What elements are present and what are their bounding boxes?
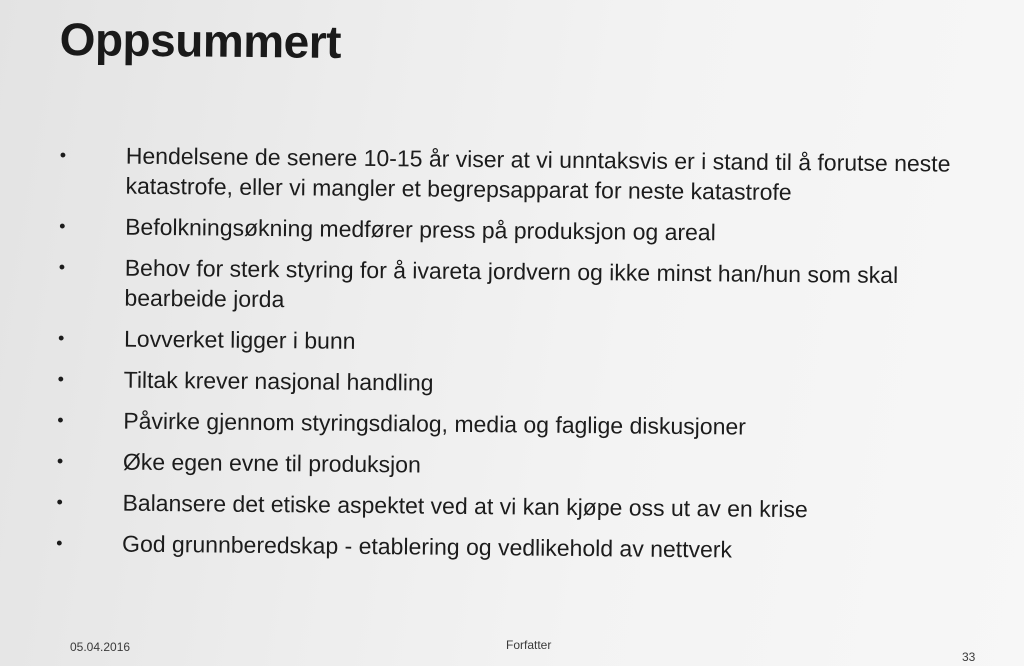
bullet-text: Lovverket ligger i bunn [123, 325, 356, 354]
bullet-icon: • [59, 216, 66, 237]
bullet-text: Balansere det etiske aspektet ved at vi kan kjøpe oss ut av en krise [122, 489, 808, 523]
bullet-text: Hendelsene de senere 10-15 år viser at vi unntaksvis er i stand til å forutse neste katastrofe, eller vi mangler et begrepsapparat for neste katastrofe [125, 142, 951, 206]
bullet-icon: • [56, 533, 63, 554]
bullet-icon: • [57, 369, 65, 390]
bullet-item [54, 528, 974, 567]
bullet-icon: • [58, 328, 65, 349]
slide-title: Oppsummert [59, 12, 342, 68]
bullet-list [54, 140, 978, 578]
bullet-icon: • [59, 145, 67, 166]
bullet-item [55, 405, 975, 444]
bullet-item [57, 211, 977, 250]
bullet-item [56, 364, 976, 403]
bullet-item [57, 140, 978, 209]
footer-author: Forfatter [506, 638, 552, 652]
bullet-text: Behov for sterk styring for å ivareta jordvern og ikke minst han/hun som skal bearbeide jorda [124, 254, 899, 313]
bullet-item [55, 446, 975, 485]
bullet-item [56, 252, 977, 321]
page-number: 33 [962, 650, 976, 664]
bullet-icon: • [57, 410, 64, 431]
bullet-icon: • [56, 451, 64, 472]
bullet-icon: • [56, 492, 63, 513]
bullet-text: Øke egen evne til produksjon [122, 448, 421, 478]
bullet-icon: • [58, 257, 66, 278]
footer-date: 05.04.2016 [70, 640, 131, 654]
bullet-text: Befolkningsøkning medfører press på produksjon og areal [125, 213, 716, 246]
bullet-text: Tiltak krever nasjonal handling [123, 366, 434, 396]
bullet-item [54, 487, 974, 526]
bullet-text: God grunnberedskap - etablering og vedlikehold av nettverk [122, 530, 733, 563]
bullet-item [56, 323, 976, 362]
bullet-text: Påvirke gjennom styringsdialog, media og faglige diskusjoner [123, 407, 747, 440]
